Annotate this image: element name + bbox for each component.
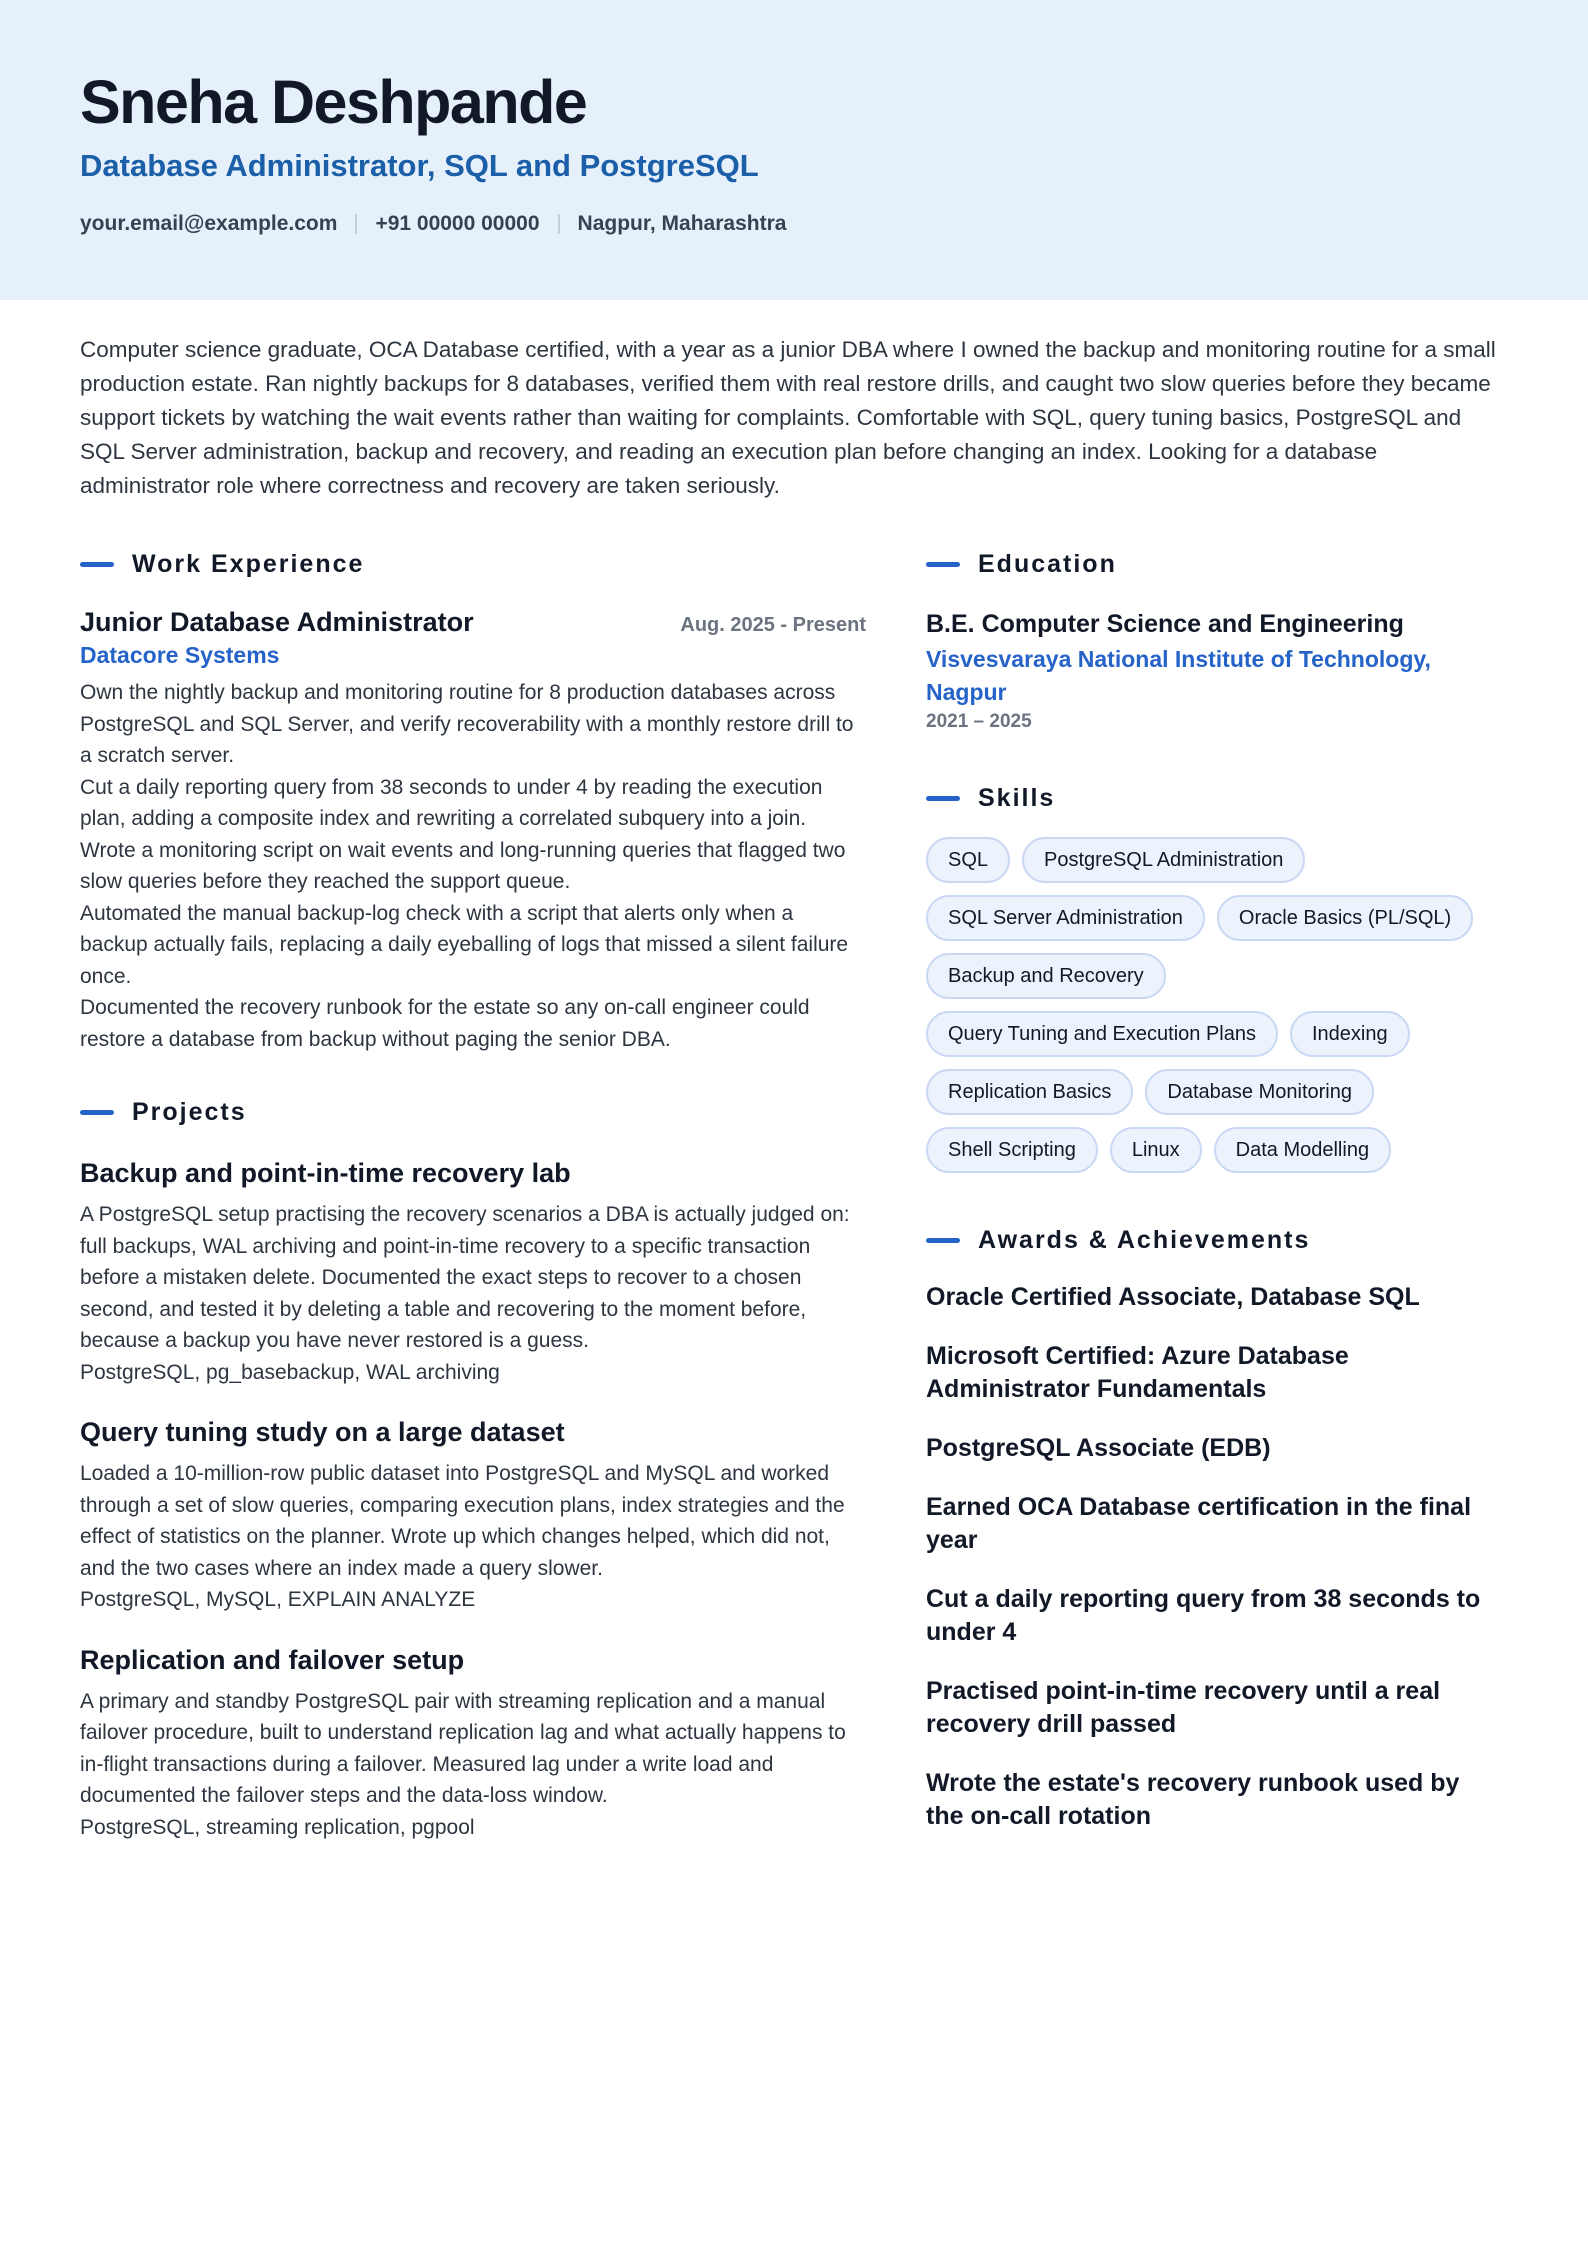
skills-list [926,837,1506,1185]
project-entry [80,1155,866,1388]
summary: Computer science graduate, OCA Database certified, with a year as a junior DBA where I owned the backup and monitoring routine for a small production estate. Ran nightly backups for 8 databases, verified them with real restore drills, and caught two slow queries before they became support tickets by watching the wait events rather than waiting for complaints. Comfortable with SQL, query tuning basics, PostgreSQL and SQL Server administration, backup and recovery, and reading an execution plan before changing an index. Looking for a database administrator role where correctness and recovery are taken seriously. [80,337,1496,498]
skill-chip: Indexing [1290,1011,1410,1057]
section-accent-bar [926,796,960,801]
section-accent-bar [926,1238,960,1243]
contact-phone[interactable]: +91 00000 00000 [375,212,540,235]
project-entry [80,1642,866,1844]
project-title: Replication and failover setup [80,1644,465,1675]
project-tech: PostgreSQL, streaming replication, pgpool [80,1815,475,1839]
skill-chip: Shell Scripting [926,1127,1098,1173]
job-company: Datacore Systems [80,642,280,668]
job-line: Wrote a monitoring script on wait events and long-running queries that flagged two slow queries before they reached the support queue. [80,838,846,893]
section-title: Education [978,549,1117,578]
contact-divider [355,214,357,234]
project-title: Backup and point-in-time recovery lab [80,1158,571,1188]
skill-chip: Linux [1110,1127,1202,1173]
project-tech: PostgreSQL, pg_basebackup, WAL archiving [80,1360,500,1384]
project-description: A PostgreSQL setup practising the recovery scenarios a DBA is actually judged on: full backups, WAL archiving and point-in-time recovery to a specific transaction before a mistaken delete. Documented the exact steps to recover to a chosen second, and tested it by deleting a table and recovering to the moment before, because a backup you have never restored is a guess. [80,1203,850,1352]
job-description [80,677,866,1055]
candidate-name: Sneha Deshpande [80,68,587,136]
section-title: Projects [132,1097,247,1126]
skill-chip: SQL Server Administration [926,895,1205,941]
award-item: Cut a daily reporting query from 38 seconds to under 4 [926,1585,1481,1646]
section-header-education [926,547,1498,581]
skill-chip: Backup and Recovery [926,953,1166,999]
skill-chip: Database Monitoring [1145,1069,1374,1115]
award-item: Wrote the estate's recovery runbook used by the on-call rotation [926,1769,1460,1830]
project-tech: PostgreSQL, MySQL, EXPLAIN ANALYZE [80,1588,476,1611]
left-column [80,547,866,1843]
award-item: Earned OCA Database certification in the final year [926,1493,1472,1554]
section-header-awards [926,1223,1498,1257]
resume-header [0,0,1588,300]
right-column [926,547,1498,1843]
section-title: Awards & Achievements [978,1225,1311,1254]
education-school: Visvesvaraya National Institute of Technology, Nagpur [926,646,1431,705]
section-header-skills [926,781,1498,815]
project-description: A primary and standby PostgreSQL pair with streaming replication and a manual failover procedure, built to understand replication lag and what actually happens to in-flight transactions during a failover. Measured lag under a write load and documented the failover steps and the data-loss window. [80,1689,846,1807]
skill-chip: Query Tuning and Execution Plans [926,1011,1278,1057]
skill-chip: PostgreSQL Administration [1022,837,1305,883]
section-header-projects [80,1095,866,1129]
project-title: Query tuning study on a large dataset [80,1417,565,1447]
education-degree: B.E. Computer Science and Engineering [926,610,1404,638]
job-line: Documented the recovery runbook for the estate so any on-call engineer could restore a database from backup without paging the senior DBA. [80,996,810,1051]
contact-divider [558,214,560,234]
job-date: Aug. 2025 - Present [680,614,866,636]
section-header-work [80,547,866,581]
candidate-title: Database Administrator, SQL and PostgreSQL [80,148,759,183]
section-accent-bar [80,1110,114,1115]
section-title: Skills [978,783,1056,812]
project-description: Loaded a 10-million-row public dataset into PostgreSQL and MySQL and worked through a set of slow queries, comparing execution plans, index strategies and the effect of statistics on the planner. Wrote up which changes helped, which did not, and the two cases where an index made a query slower. [80,1462,845,1580]
contact-line [80,212,1508,236]
two-column-body [0,547,1588,1843]
education-years: 2021 – 2025 [926,711,1032,732]
skill-chip: Data Modelling [1214,1127,1391,1173]
award-item: Microsoft Certified: Azure Database Administrator Fundamentals [926,1342,1349,1403]
skill-chip: Replication Basics [926,1069,1133,1115]
skill-chip: Oracle Basics (PL/SQL) [1217,895,1473,941]
contact-location: Nagpur, Maharashtra [577,212,787,235]
award-item: Oracle Certified Associate, Database SQL [926,1283,1420,1311]
job-header [80,607,866,638]
contact-email[interactable]: your.email@example.com [80,212,338,235]
award-item: Practised point-in-time recovery until a real recovery drill passed [926,1677,1441,1738]
skill-chip: SQL [926,837,1010,883]
section-accent-bar [80,562,114,567]
job-line: Automated the manual backup-log check with a script that alerts only when a backup actually fails, replacing a daily eyeballing of logs that missed a silent failure once. [80,901,849,988]
job-title: Junior Database Administrator [80,607,474,637]
job-line: Cut a daily reporting query from 38 seconds to under 4 by reading the execution plan, adding a composite index and rewriting a correlated subquery into a join. [80,775,823,830]
section-accent-bar [926,562,960,567]
awards-list [926,1281,1498,1833]
award-item: PostgreSQL Associate (EDB) [926,1434,1271,1462]
project-entry [80,1414,866,1616]
job-entry [80,607,866,1055]
section-title: Work Experience [132,549,365,578]
job-line: Own the nightly backup and monitoring routine for 8 production databases across PostgreSQL and SQL Server, and verify recoverability with a monthly restore drill to a scratch server. [80,681,854,767]
